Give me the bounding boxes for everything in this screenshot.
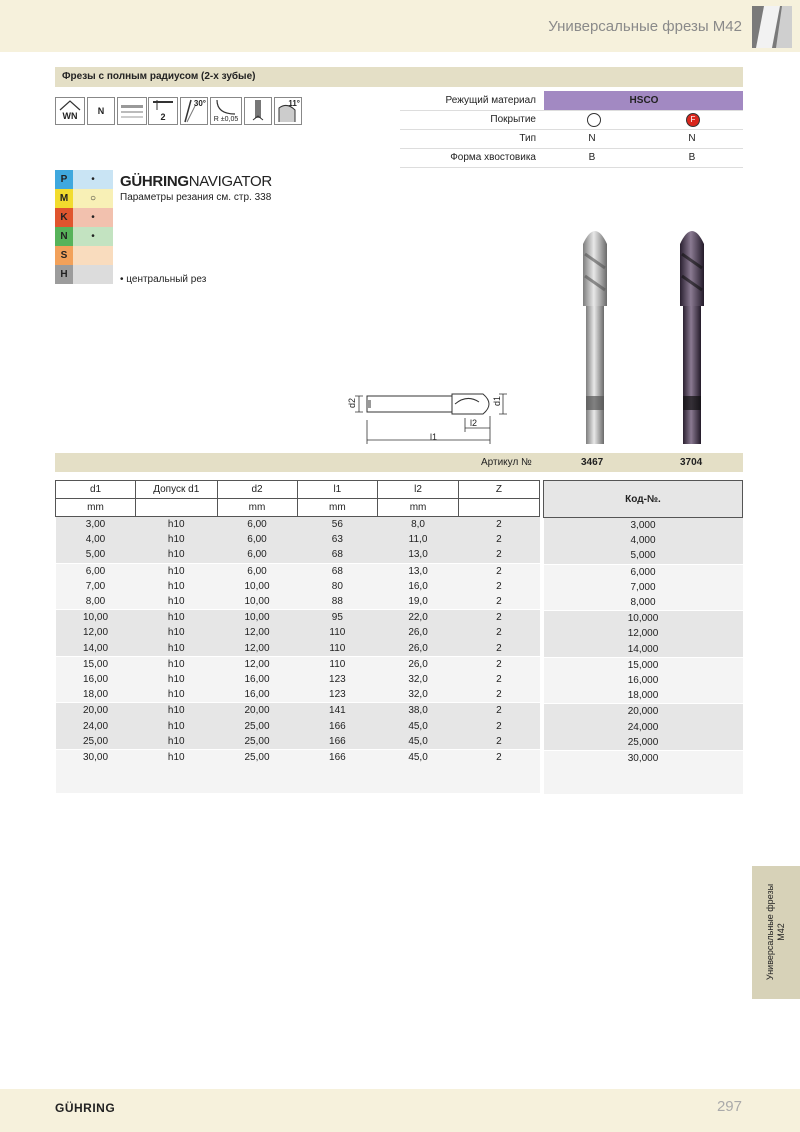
table-cell: 6,00 bbox=[247, 565, 267, 577]
table-cell: 45,0 bbox=[408, 735, 428, 747]
technical-drawing bbox=[345, 380, 515, 448]
table-cell: 22,0 bbox=[408, 612, 428, 624]
table-cell: h10 bbox=[167, 534, 185, 546]
table-cell: 20,00 bbox=[82, 705, 109, 717]
code-row bbox=[544, 735, 743, 751]
code-cell: 5,000 bbox=[630, 550, 656, 562]
navigator-brand: GÜHRING bbox=[120, 173, 189, 190]
code-cell: 8,000 bbox=[630, 597, 656, 609]
page-footer bbox=[0, 1089, 800, 1132]
material-suitability-mark: • bbox=[73, 227, 113, 246]
table-cell: 68 bbox=[331, 549, 343, 561]
navigator-word: NAVIGATOR bbox=[188, 173, 272, 190]
table-cell: 16,00 bbox=[82, 673, 109, 685]
spec-value-hsco: HSCO bbox=[629, 95, 659, 106]
clearance-angle-icon bbox=[274, 97, 302, 125]
spec-row-material bbox=[400, 91, 743, 111]
table-header-row bbox=[56, 481, 540, 499]
table-cell: 12,00 bbox=[244, 642, 270, 654]
code-row bbox=[544, 657, 743, 673]
section-title: Фрезы с полным радиусом (2-х зубые) bbox=[62, 71, 256, 82]
codes-table bbox=[543, 480, 743, 794]
code-row bbox=[544, 580, 743, 595]
code-cell: 10,000 bbox=[627, 613, 659, 625]
material-letter: M bbox=[55, 189, 73, 208]
table-cell: 2 bbox=[496, 627, 502, 639]
table-row bbox=[56, 563, 540, 579]
spec-value: B bbox=[688, 152, 696, 163]
table-cell: h10 bbox=[167, 549, 185, 561]
table-row bbox=[56, 594, 540, 610]
type-n-icon bbox=[87, 97, 115, 125]
table-row bbox=[56, 579, 540, 594]
table-row bbox=[56, 610, 540, 626]
table-cell: 10,00 bbox=[244, 596, 270, 608]
table-cell: 13,0 bbox=[408, 549, 428, 561]
code-cell: 3,000 bbox=[630, 520, 656, 532]
spec-value: N bbox=[588, 133, 596, 144]
material-group-m bbox=[55, 189, 113, 208]
table-cell: h10 bbox=[167, 689, 185, 701]
table-cell: 2 bbox=[496, 705, 502, 717]
material-group-k bbox=[55, 208, 113, 227]
material-suitability-mark bbox=[73, 265, 113, 284]
table-cell: 166 bbox=[329, 735, 346, 747]
table-cell: 16,0 bbox=[408, 580, 428, 592]
material-suitability-mark: ○ bbox=[73, 189, 113, 208]
code-row bbox=[544, 611, 743, 627]
table-cell: 6,00 bbox=[247, 519, 267, 531]
material-letter: H bbox=[55, 265, 73, 284]
spec-row-coating bbox=[400, 110, 743, 130]
table-cell: 123 bbox=[329, 689, 346, 701]
code-row bbox=[544, 704, 743, 720]
filler-cell bbox=[136, 765, 217, 793]
table-cell: 32,0 bbox=[408, 673, 428, 685]
table-cell: 2 bbox=[496, 549, 502, 561]
filler-cell bbox=[378, 765, 459, 793]
table-cell: h10 bbox=[167, 720, 185, 732]
table-cell: 95 bbox=[331, 612, 343, 624]
table-cell: h10 bbox=[167, 612, 185, 624]
flutes-label: 2 bbox=[160, 112, 166, 122]
code-row bbox=[544, 688, 743, 704]
dimensions-table bbox=[55, 480, 540, 793]
table-cell: 38,0 bbox=[408, 705, 428, 717]
material-letter: K bbox=[55, 208, 73, 227]
code-cell: 14,000 bbox=[627, 643, 659, 655]
table-cell: h10 bbox=[167, 673, 185, 685]
table-row bbox=[56, 517, 540, 533]
col-z: Z bbox=[458, 481, 539, 499]
unit-cell: mm bbox=[297, 499, 378, 517]
code-cell: 24,000 bbox=[627, 721, 659, 733]
table-cell: 166 bbox=[329, 720, 346, 732]
table-cell: 2 bbox=[496, 534, 502, 546]
spec-label: Режущий материал bbox=[445, 95, 536, 106]
code-row bbox=[544, 564, 743, 580]
table-cell: h10 bbox=[167, 519, 185, 531]
table-cell: 3,00 bbox=[85, 519, 106, 531]
material-letter: P bbox=[55, 170, 73, 189]
unit-cell bbox=[458, 499, 539, 517]
center-cut-icon bbox=[244, 97, 272, 125]
table-cell: 56 bbox=[331, 519, 343, 531]
navigator-logo bbox=[120, 173, 272, 190]
uncoated-circle-icon bbox=[587, 113, 601, 127]
spec-value: N bbox=[688, 133, 696, 144]
table-row bbox=[56, 687, 540, 703]
code-cell: 15,000 bbox=[627, 659, 659, 671]
table-units-row bbox=[56, 499, 540, 517]
tool-photo-coated bbox=[672, 224, 712, 450]
table-row bbox=[56, 734, 540, 750]
tool-photo-uncoated bbox=[575, 224, 615, 450]
article-label: Артикул № bbox=[481, 457, 532, 468]
filler-cell bbox=[297, 765, 378, 793]
material-group-h bbox=[55, 265, 113, 284]
unit-cell bbox=[136, 499, 217, 517]
table-cell: 30,00 bbox=[82, 751, 109, 763]
material-group-n bbox=[55, 227, 113, 246]
table-cell: 2 bbox=[496, 612, 502, 624]
table-cell: 45,0 bbox=[408, 720, 428, 732]
material-suitability-mark: • bbox=[73, 208, 113, 227]
dim-l1-label: l1 bbox=[430, 432, 438, 442]
table-cell: 2 bbox=[496, 596, 502, 608]
table-cell: 80 bbox=[331, 580, 343, 592]
table-row bbox=[56, 749, 540, 765]
code-row bbox=[544, 673, 743, 688]
table-cell: 32,0 bbox=[408, 689, 428, 701]
code-cell: 20,000 bbox=[627, 706, 659, 718]
page-title: Универсальные фрезы M42 bbox=[548, 18, 742, 35]
table-cell: 2 bbox=[496, 565, 502, 577]
table-row bbox=[56, 625, 540, 640]
table-cell: 141 bbox=[329, 705, 346, 717]
table-cell: h10 bbox=[167, 735, 185, 747]
table-row bbox=[56, 547, 540, 563]
spec-value: B bbox=[588, 152, 596, 163]
table-row bbox=[56, 532, 540, 547]
table-cell: 8,00 bbox=[85, 596, 106, 608]
col-l2: l2 bbox=[378, 481, 459, 499]
table-cell: 88 bbox=[331, 596, 343, 608]
unit-cell: mm bbox=[56, 499, 136, 517]
table-cell: 12,00 bbox=[82, 627, 109, 639]
table-cell: 12,00 bbox=[244, 658, 270, 670]
material-group-s bbox=[55, 246, 113, 265]
center-cut-note: • центральный рез bbox=[120, 274, 207, 285]
filler-cell bbox=[217, 765, 297, 793]
spec-row-shank bbox=[400, 148, 743, 168]
table-cell: 6,00 bbox=[247, 549, 267, 561]
table-cell: 2 bbox=[496, 580, 502, 592]
filler-cell bbox=[544, 766, 743, 794]
table-cell: 2 bbox=[496, 519, 502, 531]
material-suitability-mark bbox=[73, 246, 113, 265]
code-row bbox=[544, 719, 743, 734]
table-cell: 25,00 bbox=[244, 751, 270, 763]
code-row bbox=[544, 518, 743, 534]
table-cell: 15,00 bbox=[82, 658, 109, 670]
radius-icon bbox=[210, 97, 242, 125]
unit-cell: mm bbox=[378, 499, 459, 517]
code-cell: 16,000 bbox=[627, 674, 659, 686]
table-cell: h10 bbox=[167, 642, 185, 654]
table-cell: 25,00 bbox=[82, 735, 109, 747]
col-d2: d2 bbox=[217, 481, 297, 499]
table-cell: 2 bbox=[496, 751, 502, 763]
tolerance-icon bbox=[117, 97, 147, 125]
code-cell: 25,000 bbox=[627, 736, 659, 748]
spec-row-type bbox=[400, 129, 743, 149]
table-cell: 6,00 bbox=[247, 534, 267, 546]
code-row bbox=[544, 642, 743, 658]
side-tab-label bbox=[752, 866, 800, 999]
table-cell: 2 bbox=[496, 689, 502, 701]
table-row bbox=[56, 641, 540, 657]
table-filler bbox=[544, 766, 743, 794]
table-filler bbox=[56, 765, 540, 793]
material-letter: N bbox=[55, 227, 73, 246]
table-cell: 5,00 bbox=[85, 549, 106, 561]
table-cell: 2 bbox=[496, 720, 502, 732]
cutting-params-link: Параметры резания см. стр. 338 bbox=[120, 192, 272, 203]
code-row bbox=[544, 533, 743, 548]
article-bar bbox=[55, 453, 743, 472]
article-3704: 3704 bbox=[680, 457, 703, 468]
table-cell: 19,0 bbox=[408, 596, 428, 608]
table-cell: 2 bbox=[496, 735, 502, 747]
table-cell: h10 bbox=[167, 596, 185, 608]
table-cell: 110 bbox=[329, 642, 346, 654]
table-cell: h10 bbox=[167, 751, 185, 763]
table-cell: 110 bbox=[329, 627, 346, 639]
code-cell: 30,000 bbox=[627, 752, 659, 764]
table-row bbox=[56, 703, 540, 719]
table-cell: 10,00 bbox=[244, 612, 270, 624]
table-cell: 25,00 bbox=[244, 735, 270, 747]
table-cell: h10 bbox=[167, 565, 185, 577]
table-cell: 26,0 bbox=[408, 658, 428, 670]
code-header-row bbox=[544, 481, 743, 518]
table-row bbox=[56, 718, 540, 733]
table-cell: 11,0 bbox=[408, 534, 428, 546]
filler-cell bbox=[56, 765, 136, 793]
unit-cell: mm bbox=[217, 499, 297, 517]
spec-label: Форма хвостовика bbox=[450, 152, 536, 163]
article-3467: 3467 bbox=[581, 457, 604, 468]
dim-l2-label: l2 bbox=[470, 418, 478, 428]
flutes-icon bbox=[148, 97, 178, 125]
code-row bbox=[544, 595, 743, 611]
table-cell: 18,00 bbox=[82, 689, 109, 701]
table-cell: 2 bbox=[496, 658, 502, 670]
table-cell: 7,00 bbox=[85, 580, 106, 592]
table-cell: 68 bbox=[331, 565, 343, 577]
code-cell: 18,000 bbox=[627, 690, 659, 702]
table-cell: 25,00 bbox=[244, 720, 270, 732]
table-row bbox=[56, 656, 540, 672]
table-row bbox=[56, 672, 540, 687]
table-cell: 123 bbox=[329, 673, 346, 685]
helix-angle-label: 30° bbox=[193, 99, 206, 108]
code-cell: 7,000 bbox=[630, 581, 656, 593]
col-tolerance: Допуск d1 bbox=[136, 481, 217, 499]
table-cell: 63 bbox=[331, 534, 343, 546]
side-tab-line1: Универсальные фрезы bbox=[765, 883, 775, 981]
table-cell: h10 bbox=[167, 580, 185, 592]
wn-shank-icon bbox=[55, 97, 85, 125]
dim-d1-label: d1 bbox=[492, 395, 503, 407]
table-cell: 6,00 bbox=[85, 565, 106, 577]
table-cell: h10 bbox=[167, 705, 185, 717]
side-tab-line2: M42 bbox=[776, 923, 786, 941]
dim-d2-label: d2 bbox=[347, 397, 358, 409]
table-cell: 2 bbox=[496, 642, 502, 654]
type-n-label: N bbox=[97, 106, 105, 116]
code-cell: 6,000 bbox=[630, 566, 656, 578]
table-cell: 20,00 bbox=[244, 705, 270, 717]
table-cell: 24,00 bbox=[82, 720, 109, 732]
col-l1: l1 bbox=[297, 481, 378, 499]
wn-label: WN bbox=[62, 111, 78, 121]
material-suitability-mark: • bbox=[73, 170, 113, 189]
table-cell: 14,00 bbox=[82, 642, 109, 654]
code-cell: 4,000 bbox=[630, 535, 656, 547]
spec-label: Тип bbox=[519, 133, 536, 144]
table-cell: h10 bbox=[167, 627, 185, 639]
radius-label: R ±0,05 bbox=[213, 116, 239, 123]
spec-label: Покрытие bbox=[490, 114, 536, 125]
code-row bbox=[544, 750, 743, 766]
table-cell: 166 bbox=[329, 751, 346, 763]
helix-angle-icon bbox=[180, 97, 208, 125]
table-cell: 16,00 bbox=[244, 689, 270, 701]
table-cell: 26,0 bbox=[408, 627, 428, 639]
table-cell: 8,0 bbox=[411, 519, 425, 531]
page-number: 297 bbox=[716, 1098, 742, 1115]
clearance-angle-label: 11° bbox=[288, 99, 300, 108]
table-cell: 110 bbox=[329, 658, 346, 670]
table-cell: h10 bbox=[167, 658, 185, 670]
filler-cell bbox=[458, 765, 539, 793]
col-d1: d1 bbox=[56, 481, 136, 499]
table-cell: 13,0 bbox=[408, 565, 428, 577]
table-cell: 26,0 bbox=[408, 642, 428, 654]
table-cell: 16,00 bbox=[244, 673, 270, 685]
material-group-p bbox=[55, 170, 113, 189]
code-cell: 12,000 bbox=[627, 628, 659, 640]
brand-mark-icon bbox=[752, 6, 792, 48]
table-cell: 4,00 bbox=[85, 534, 106, 546]
table-cell: 10,00 bbox=[82, 612, 109, 624]
material-letter: S bbox=[55, 246, 73, 265]
code-row bbox=[544, 548, 743, 564]
coating-f-icon: F bbox=[686, 113, 700, 127]
col-code: Код-№. bbox=[544, 481, 743, 518]
table-cell: 45,0 bbox=[408, 751, 428, 763]
footer-logo: GÜHRING bbox=[55, 1101, 116, 1115]
table-cell: 10,00 bbox=[244, 580, 270, 592]
table-cell: 12,00 bbox=[244, 627, 270, 639]
table-cell: 2 bbox=[496, 673, 502, 685]
code-row bbox=[544, 626, 743, 641]
